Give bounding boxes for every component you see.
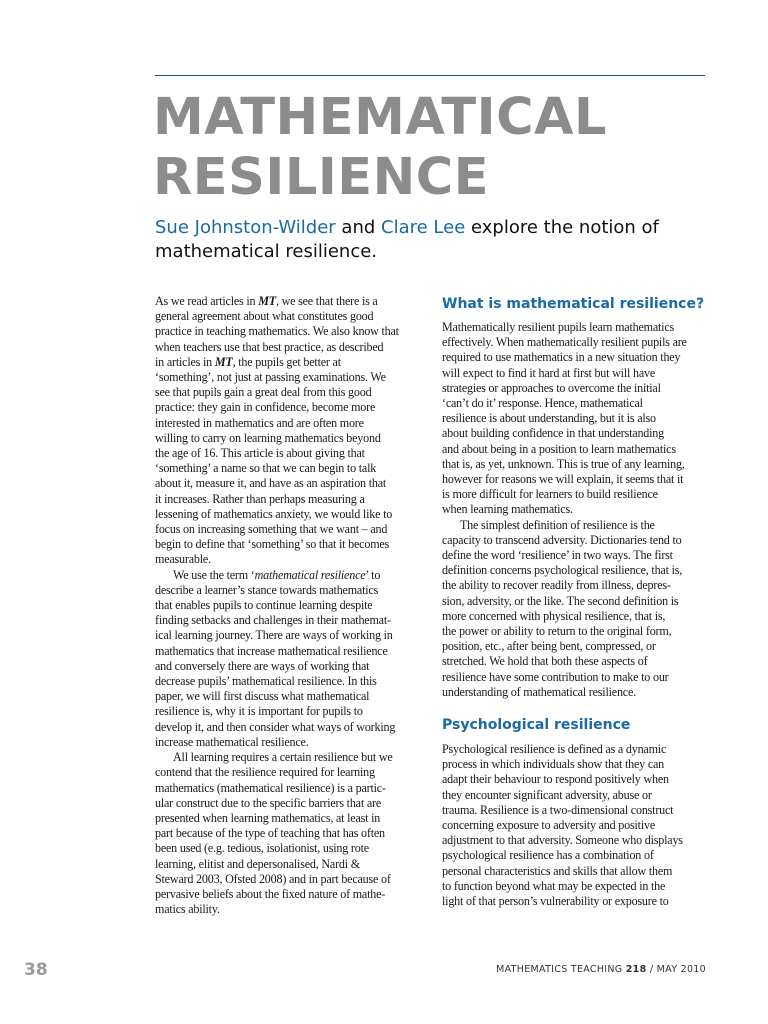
text-line: contend that the resilience required for learning — [155, 765, 375, 780]
author-2: Clare Lee — [381, 217, 466, 238]
left-paragraph-2 — [155, 568, 420, 750]
text-line: pervasive beliefs about the fixed nature of mathe- — [155, 886, 386, 901]
text-line: adjustment to that adversity. Someone who displays — [442, 833, 683, 848]
text-line: that is, as yet, unknown. This is true of any learning, — [442, 456, 685, 471]
text-line: see that pupils gain a great deal from this good — [155, 385, 372, 400]
text-line: is more difficult for learners to build resilience — [442, 487, 658, 502]
text-line: required to use mathematics in a new situation they — [442, 350, 681, 365]
text-line: finding setbacks and challenges in their mathemat- — [155, 613, 391, 628]
text-line: about it, measure it, and have as an aspiration that — [155, 476, 387, 491]
text-line: and conversely there are ways of working that — [155, 658, 370, 673]
page-number: 38 — [24, 960, 48, 980]
text-line: Mathematically resilient pupils learn mathematics — [442, 320, 674, 334]
text-line: and about being in a position to learn mathematics — [442, 441, 676, 456]
text-line: effectively. When mathematically resilient pupils are — [442, 335, 687, 350]
text-line: light of that person’s vulnerability or exposure to — [442, 894, 669, 909]
text-line: when teachers use that best practice, as described — [155, 339, 384, 354]
text-line: ‘something’ a name so that we can begin to talk — [155, 461, 377, 476]
text-line: definition concerns psychological resilience, that is, — [442, 563, 683, 578]
journal-name: MATHEMATICS TEACHING — [496, 964, 626, 975]
text-line: adapt their behaviour to respond positively when — [442, 772, 669, 787]
section-heading-mathematical-resilience: What is mathematical resilience? — [442, 296, 705, 312]
text-line: mathematics that increase mathematical resilience — [155, 643, 388, 658]
text-line: Psychological resilience is defined as a dynamic — [442, 742, 667, 756]
right-column-section-1 — [442, 320, 707, 700]
text-line: position, etc., after being bent, compressed, or — [442, 639, 656, 654]
text-line: focus on increasing something that we want – and — [155, 522, 388, 537]
text-line: part because of the type of teaching that has often — [155, 826, 385, 841]
text-line: learning, elitist and depersonalised, Nardi & — [155, 856, 360, 871]
text-line: in articles in MT, the pupils get better at — [155, 354, 341, 369]
text-line: process in which individuals show that they can — [442, 757, 665, 772]
text-line: mathematics (mathematical resilience) is a partic- — [155, 780, 386, 795]
section-1-paragraph-2 — [442, 518, 707, 700]
text-line: the ability to recover readily from illness, depres- — [442, 578, 671, 593]
text-line: willing to carry on learning mathematics beyond — [155, 430, 381, 445]
subtitle-line-2: mathematical resilience. — [155, 241, 378, 262]
text-line: ical learning journey. There are ways of working in — [155, 628, 393, 643]
text-line: that enables pupils to continue learning despite — [155, 598, 373, 613]
text-line: Steward 2003, Ofsted 2008) and in part because of — [155, 871, 391, 886]
article-subtitle — [155, 216, 715, 264]
top-rule — [155, 75, 705, 76]
text-line: sion, adversity, or the like. The second definition is — [442, 593, 679, 608]
text-line: however for reasons we will explain, it seems that it — [442, 472, 684, 487]
text-line: strategies or approaches to overcome the initial — [442, 380, 661, 395]
text-line: more concerned with physical resilience, that is, — [442, 608, 666, 623]
text-line: to function beyond what may be expected in the — [442, 878, 666, 893]
journal-footer — [496, 964, 706, 975]
text-line: stretched. We hold that both these aspects of — [442, 654, 648, 669]
left-paragraph-1 — [155, 294, 420, 568]
text-line: ‘can’t do it’ response. Hence, mathematical — [442, 396, 643, 411]
text-line: All learning requires a certain resilience but we — [173, 750, 393, 765]
section-heading-psychological-resilience: Psychological resilience — [442, 717, 631, 733]
text-line: The simplest definition of resilience is the — [460, 517, 655, 532]
text-line: ‘something’, not just at passing examinations. We — [155, 370, 386, 385]
text-line: practice: they gain in confidence, become more — [155, 400, 376, 415]
text-line: presented when learning mathematics, at least in — [155, 810, 381, 825]
section-1-paragraph-1 — [442, 320, 707, 518]
article-title — [153, 88, 713, 208]
text-line: practice in teaching mathematics. We also know that — [155, 324, 399, 339]
text-line: capacity to transcend adversity. Dictionaries tend to — [442, 532, 682, 547]
text-line: decrease pupils’ mathematical resilience. In this — [155, 674, 377, 689]
text-line: about building confidence in that understanding — [442, 426, 665, 441]
text-line: paper, we will first discuss what mathematical — [155, 689, 370, 704]
text-line: develop it, and then consider what ways of working — [155, 719, 396, 734]
author-1: Sue Johnston-Wilder — [155, 217, 336, 238]
text-line: begin to define that ‘something’ so that it becomes — [155, 537, 390, 552]
text-line: describe a learner’s stance towards mathematics — [155, 582, 379, 597]
text-line: matics ability. — [155, 902, 220, 917]
text-line: resilience have some contribution to make to our — [442, 669, 669, 684]
text-line: ular construct due to the specific barriers that are — [155, 795, 381, 810]
title-line-1: MATHEMATICAL — [153, 88, 607, 147]
text-line: understanding of mathematical resilience. — [442, 684, 636, 699]
subtitle-text: explore the notion of — [465, 217, 659, 238]
text-line: general agreement about what constitutes good — [155, 309, 374, 324]
text-line: lessening of mathematics anxiety, we would like to — [155, 506, 393, 521]
issue-number: 218 — [625, 964, 647, 975]
text-line: concerning exposure to adversity and positive — [442, 818, 655, 833]
text-line: they encounter significant adversity, abuse or — [442, 787, 652, 802]
text-line: the age of 16. This article is about giving that — [155, 446, 365, 461]
title-line-2: RESILIENCE — [153, 148, 490, 207]
text-line: it increases. Rather than perhaps measuring a — [155, 491, 365, 506]
text-line: psychological resilience has a combination of — [442, 848, 654, 863]
text-line: personal characteristics and skills that allow them — [442, 863, 673, 878]
text-line: resilience is, why it is important for pupils to — [155, 704, 363, 719]
text-line: resilience is about understanding, but it is also — [442, 411, 656, 426]
text-line: the power or ability to return to the original form, — [442, 624, 672, 639]
left-paragraph-3 — [155, 750, 420, 917]
text-line: interested in mathematics and are often more — [155, 415, 364, 430]
text-line: will expect to find it hard at first but will have — [442, 365, 656, 380]
text-line: been used (e.g. tedious, isolationist, using rote — [155, 841, 369, 856]
text-line: trauma. Resilience is a two-dimensional construct — [442, 802, 674, 817]
text-line: define the word ‘resilience’ in two ways. The first — [442, 548, 673, 563]
left-column — [155, 294, 420, 917]
text-line: measurable. — [155, 552, 211, 567]
issue-date: / MAY 2010 — [646, 964, 706, 975]
subtitle-and: and — [335, 217, 382, 238]
text-line: increase mathematical resilience. — [155, 734, 309, 749]
text-line: As we read articles in MT, we see that there is a — [155, 294, 378, 308]
section-2-paragraph-1 — [442, 742, 707, 909]
text-line: We use the term ‘mathematical resilience’ to — [173, 567, 381, 582]
text-line: when learning mathematics. — [442, 502, 573, 517]
right-column-section-2 — [442, 742, 707, 909]
